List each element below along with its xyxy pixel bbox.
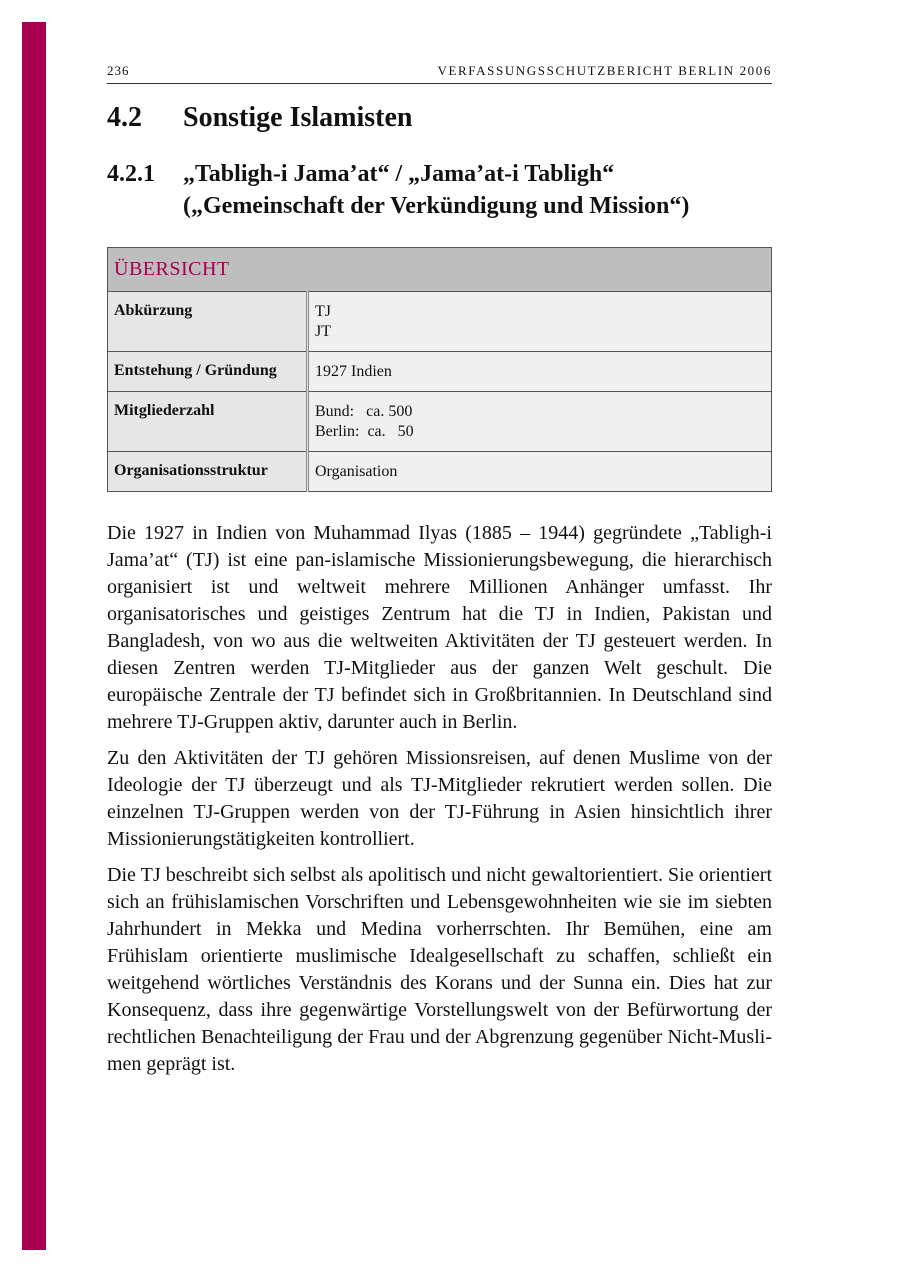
section-heading <box>107 102 412 134</box>
value-line: 1927 Indien <box>315 363 392 380</box>
subsection-title-line1: „Tabligh-i Jama’at“ / „Jama’at-i Tabligh“ <box>183 161 615 187</box>
overview-table <box>107 247 772 492</box>
section-title: Sonstige Islamisten <box>183 102 413 133</box>
page-number: 236 <box>107 63 130 78</box>
margin-color-bar <box>22 22 46 1250</box>
row-label: Organisationsstruktur <box>108 452 308 492</box>
row-value <box>308 452 772 492</box>
subsection-number: 4.2.1 <box>107 161 155 187</box>
value-line: Bund: ca. 500 <box>315 403 413 420</box>
value-line: JT <box>315 323 331 340</box>
subsection-title <box>183 158 689 222</box>
table-row <box>108 292 772 352</box>
row-label: Abkürzung <box>108 292 308 352</box>
paragraph: Zu den Aktivitäten der TJ gehören Missionsreisen, auf denen Muslime von der Ideologie der TJ überzeugt und als TJ-Mitglieder rekrutiert werden sollen. Die einzelnen TJ-Gruppen werden von der TJ-Führung in Asien hinsichtlich ihrer Missionierungstätigkeiten kontrolliert. <box>107 747 772 850</box>
value-line: Berlin: ca. 50 <box>315 423 414 440</box>
value-line: TJ <box>315 303 331 320</box>
table-row <box>108 452 772 492</box>
row-label: Mitgliederzahl <box>108 392 308 452</box>
table-row <box>108 352 772 392</box>
page-header <box>107 63 772 84</box>
body-text <box>107 520 772 1087</box>
row-value <box>308 352 772 392</box>
section-number: 4.2 <box>107 102 142 133</box>
subsection-title-line2: („Gemeinschaft der Verkündigung und Mission“) <box>183 193 690 219</box>
value-line: Organisation <box>315 463 398 480</box>
overview-title: ÜBERSICHT <box>108 248 772 292</box>
table-row <box>108 392 772 452</box>
row-value <box>308 292 772 352</box>
row-value <box>308 392 772 452</box>
paragraph: Die 1927 in Indien von Muhammad Ilyas (1885 – 1944) gegründete „Tabligh-i Jama’at“ (TJ) ist eine pan-islamische Missionierungsbewegung, die hierarchisch organisiert ist und weltweit mehrere Millionen Anhänger umfasst. Ihr organisatorisches und geistiges Zentrum hat die TJ in Indien, Pakistan und Bangladesh, von wo aus die weltweiten Aktivitäten der TJ gesteuert werden. In diesen Zentren werden TJ-Mitglieder aus der ganzen Welt geschult. Die europäische Zentrale der TJ befindet sich in Großbritannien. In Deutschland sind mehrere TJ-Gruppen aktiv, darunter auch in Berlin. <box>107 522 772 733</box>
paragraph: Die TJ beschreibt sich selbst als apolitisch und nicht gewaltorientiert. Sie orientiert sich an frühislamischen Vorschriften und Lebensgewohnheiten wie sie im siebten Jahrhundert in Mekka und Medina vorherrschten. Ihr Bemühen, eine am Frühislam orientierte muslimische Idealgesellschaft zu schaffen, schließt ein weitgehend wörtliches Verständnis des Korans und der Sunna ein. Dies hat zur Konsequenz, dass ihre gegenwärtige Vorstellungswelt von der Befürwortung der rechtlichen Benachteiligung der Frau und der Abgrenzung gegenüber Nicht-Muslimen geprägt ist. <box>107 864 772 1075</box>
row-label: Entstehung / Gründung <box>108 352 308 392</box>
running-title: VERFASSUNGSSCHUTZBERICHT BERLIN 2006 <box>437 63 772 78</box>
